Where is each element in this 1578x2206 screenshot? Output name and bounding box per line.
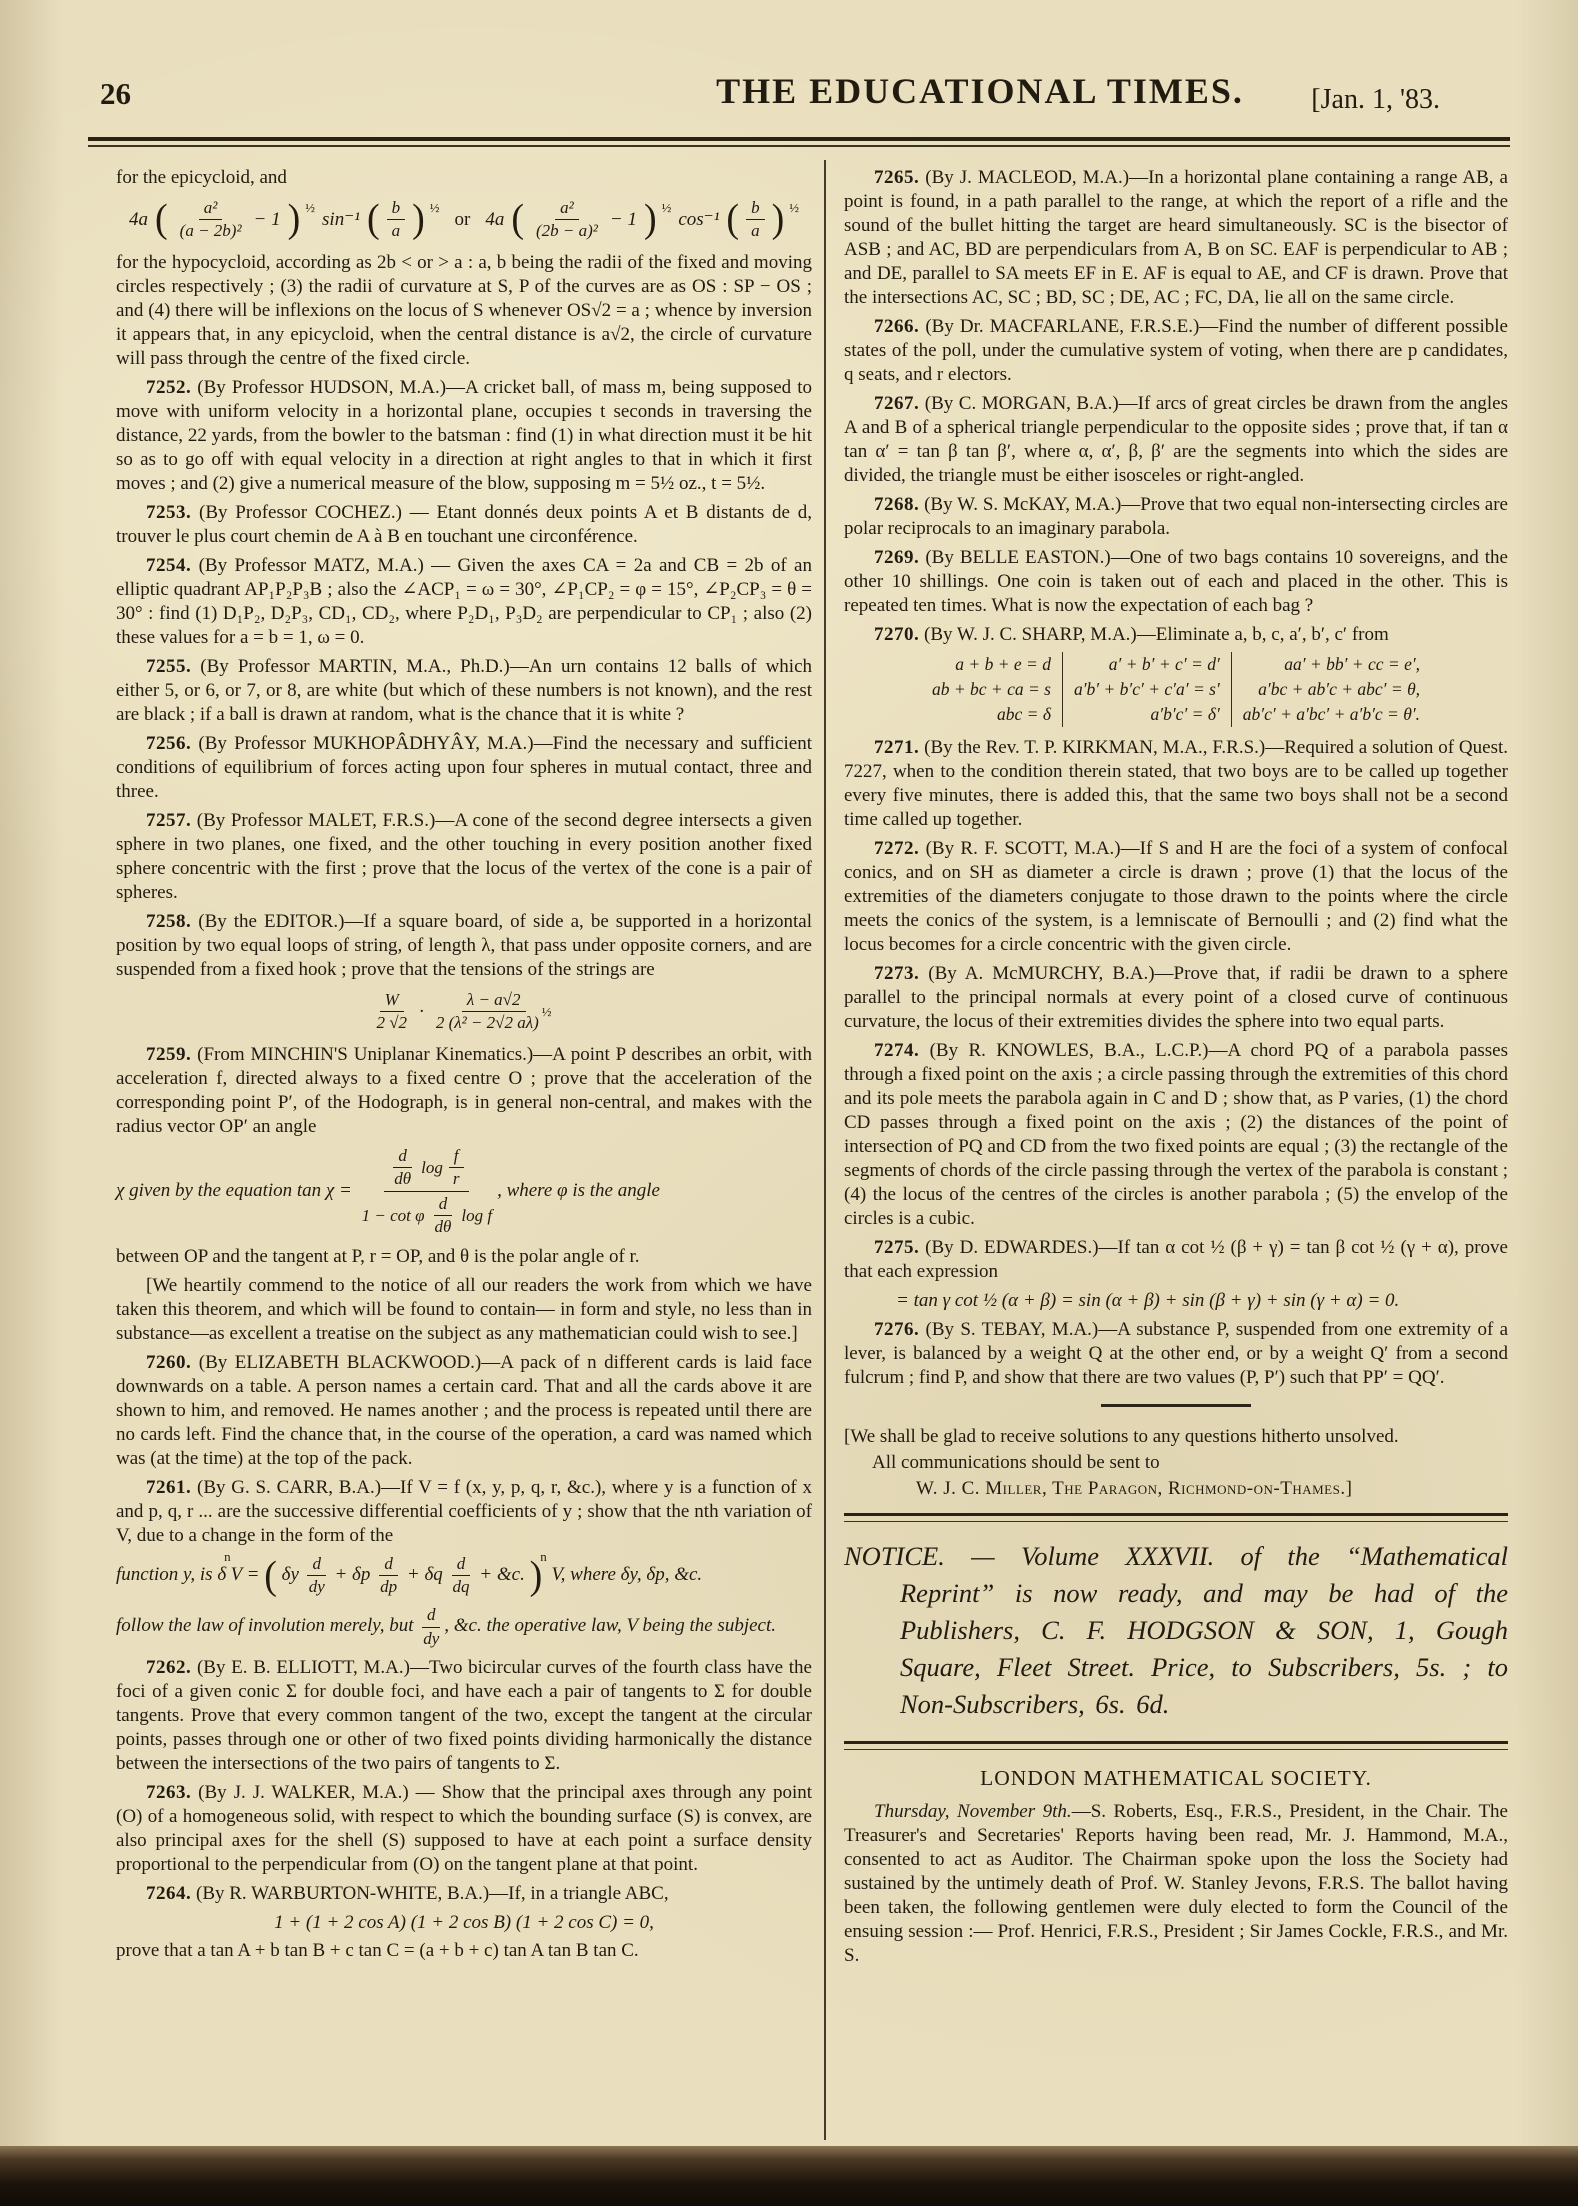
exponent: ½: [789, 199, 799, 215]
fraction: [431, 989, 557, 1034]
formula-epicycloid-arc: [116, 197, 812, 242]
equation: ab + bc + ca = s: [931, 679, 1051, 699]
equation: a + b + e = d: [955, 654, 1051, 674]
big-paren: ): [771, 197, 785, 242]
fraction-denominator: (2b − a)²: [535, 221, 598, 241]
problem-number: 7268.: [874, 494, 920, 515]
math-token: log: [421, 1157, 443, 1177]
fraction: [448, 1553, 475, 1598]
fraction-denominator: [357, 1192, 497, 1239]
problem-7262: [116, 1656, 812, 1776]
problem-7267: [844, 392, 1508, 488]
footer-note-line-2: All communications should be sent to: [872, 1451, 1160, 1473]
fraction-denominator: dy: [308, 1577, 325, 1597]
fraction: [357, 1144, 497, 1239]
exponent: n: [540, 1548, 547, 1564]
problem-7266: [844, 315, 1508, 387]
problem-number: 7262.: [146, 1656, 192, 1678]
equation: ab′c′ + a′bc′ + a′b′c = θ′.: [1242, 704, 1421, 724]
fraction-numerator: a²: [555, 197, 579, 220]
problem-text: (By BELLE EASTON.)—One of two bags contains 10 sovereigns, and the other 10 shillings. One coin is taken out of each and placed in the other. This is repeated ten times. What is now the expectation of each bag ?: [844, 547, 1508, 616]
fraction-numerator: d: [379, 1553, 398, 1576]
fraction-denominator: (a − 2b)²: [179, 221, 242, 241]
problem-number: 7264.: [146, 1882, 192, 1904]
fraction-denominator: dq: [452, 1577, 470, 1597]
problem-7254: [116, 554, 812, 650]
fraction-denominator: r: [452, 1169, 460, 1189]
problem-number: 7273.: [874, 963, 920, 984]
equation-column-3: [1231, 652, 1431, 727]
fraction: [448, 1145, 465, 1190]
fraction-numerator: d: [422, 1604, 441, 1627]
problem-number: 7254.: [146, 555, 192, 577]
fraction: [418, 1604, 444, 1649]
math-token: + δp: [334, 1564, 371, 1586]
problem-number: 7258.: [146, 911, 192, 933]
equation: aa′ + bb′ + cc = e′,: [1284, 654, 1421, 674]
problem-text: (By Professor COCHEZ.) — Etant donnés deux points A et B distants de d, trouver le plus court chemin de A à B en touchant une circonférence.: [116, 502, 812, 548]
fraction-numerator: d: [393, 1145, 412, 1168]
problem-text: (By J. MACLEOD, M.A.)—In a horizontal plane containing a range AB, a point is found, in a path parallel to the range, at which the report of a rifle and the sound of the bullet hitting the target are heard simultaneously. SC is the bisector of ASB ; and AC, BD are perpendiculars from A, B on SC. EAF is perpendicular to AB ; and DE, parallel to SA meets EF in E. AF is equal to AE, and CF is drawn. Prove that the intersections AC, SC ; BD, SC ; DE, AC ; FC, DA, lie all on the same circle.: [844, 167, 1508, 308]
math-token: sin⁻¹: [322, 208, 360, 230]
problem-number: 7253.: [146, 502, 192, 524]
math-token: 1 − cot φ: [361, 1205, 425, 1225]
header-rule-thin: [88, 145, 1510, 147]
problem-text: (By R. KNOWLES, B.A., L.C.P.)—A chord PQ of a parabola passes through a fixed point on the axis ; a circle passing through the extremities of this chord and its pole meets the parabola again in C and D ; show that, as P varies, (1) the chord CD passes through a fixed point on the axis ; (2) the distances of the point of intersection of PQ and CD from the two fixed points are equal ; (3) the rectangle of the segments of chords of the circle passing through the vertex of the parabola is constant ; (4) the locus of the centres of the circles is another parabola ; (5) the envelop of the circles is a cubic.: [844, 1040, 1508, 1229]
problem-7275: [844, 1236, 1508, 1284]
problem-number: 7276.: [874, 1319, 920, 1340]
exponent: ½: [541, 1003, 552, 1019]
big-paren: (: [511, 197, 524, 242]
double-rule: [844, 1513, 1508, 1522]
problem-7264-tail: prove that a tan A + b tan B + c tan C = (a + b + c) tan A tan B tan C.: [116, 1939, 639, 1961]
math-token: log f: [461, 1205, 493, 1225]
fraction: [389, 1145, 416, 1190]
exponent: ½: [305, 199, 316, 215]
fraction-denominator: a: [751, 221, 760, 241]
math-token: χ given by the equation tan χ =: [116, 1180, 352, 1202]
fraction-denominator: dy: [423, 1628, 440, 1648]
fraction-numerator: W: [380, 989, 404, 1012]
problem-7259: [116, 1043, 812, 1139]
formula-hodograph-angle: [116, 1144, 812, 1239]
dateline: [Jan. 1, '83.: [1311, 84, 1440, 115]
math-token: function y, is δ: [116, 1564, 227, 1586]
problem-text: (By the EDITOR.)—If a square board, of side a, be supported in a horizontal position by two equal loops of string, of length λ, that pass under opposite corners, and are suspended from a fixed hook ; prove that the tensions of the strings are: [116, 911, 812, 981]
problem-7272: [844, 837, 1508, 957]
math-token: where δy, δp, &c.: [570, 1564, 703, 1586]
math-token: 4a: [485, 208, 505, 230]
problem-7255: [116, 655, 812, 727]
equation: a′b′ + b′c′ + c′a′ = s′: [1073, 679, 1220, 699]
fraction-numerator: λ − a√2: [462, 989, 526, 1012]
fraction-numerator: d: [434, 1193, 453, 1216]
problem-number: 7257.: [146, 810, 192, 832]
math-token: , where φ is the angle: [497, 1180, 660, 1202]
big-paren: (: [155, 197, 168, 242]
problem-7264: [116, 1882, 812, 1906]
society-paragraph: [844, 1800, 1508, 1968]
section-rule: [1101, 1404, 1251, 1407]
problem-7276: [844, 1318, 1508, 1390]
problem-text: (By E. B. ELLIOTT, M.A.)—Two bicircular curves of the fourth class have the foci of a given conic Σ for double foci, and have each a pair of tangents to Σ for double tangents. Prove that every common tangent of the two, except the tangent at the circular points, passes through one or other of two fixed points dividing harmonically the distance between the intersections of the two pairs of tangents to Σ.: [116, 1656, 812, 1774]
fraction-numerator: [384, 1144, 469, 1192]
exponent: ½: [429, 199, 440, 215]
problem-text: (By G. S. CARR, B.A.)—If V = f (x, y, p, q, r, &c.), where y is a function of x and p, q, r ... are the successive differential coefficients of y ; show that the nth variation of V, due to a change in the form of the: [116, 1477, 812, 1547]
problem-number: 7265.: [874, 167, 920, 188]
problem-7274: [844, 1039, 1508, 1231]
problem-text: (By Professor MATZ, M.A.) — Given the axes CA = 2a and CB = 2b of an elliptic quadrant AP₁P₂P₃B ; also the ∠ACP₁ = ω = 30°, ∠P₁CP₂ = φ = 15°, ∠P₂CP₃ = θ = 30° : find (1) D₁P₂, D₂P₃, CD₁, CD₂, where P₂D₁, P₃D₂ are perpendicular to CP₁ ; also (2) these values for a = b = 1, ω = 0.: [116, 555, 812, 649]
book-bottom-edge: [0, 2146, 1578, 2206]
big-paren: ): [643, 197, 657, 242]
problem-text: (By W. S. McKAY, M.A.)—Prove that two equal non-intersecting circles are polar reciprocals to an imaginary parabola.: [844, 494, 1508, 539]
problem-number: 7260.: [146, 1352, 192, 1374]
problem-text: (By J. J. WALKER, M.A.) — Show that the principal axes through any point (O) of a homogeneous solid, with respect to which the bounding surface (S) is convex, are also principal axes for the shell (S) supposed to have at each point a surface density proportional to the perpendicular from (O) on the tangent plane at that point.: [116, 1781, 812, 1875]
math-token: − 1: [253, 208, 281, 230]
problem-7258: [116, 910, 812, 982]
problem-number: 7259.: [146, 1044, 192, 1066]
right-column: [844, 166, 1508, 1968]
page-number: 26: [100, 76, 131, 111]
fraction-denominator: dθ: [434, 1217, 452, 1237]
problem-number: 7266.: [874, 316, 920, 337]
intro-paragraph: for the hypocycloid, according as 2b < or > a : a, b being the radii of the fixed and moving circles respectively ; (3) the radii of curvature at S, P of the curves are as OS : SP − OS ; and (4) there will be inflexions on the locus of S whenever OS√2 = a ; whence by inversion it appears that, in any epicycloid, when the central distance is a√2, the circle of curvature will pass through the centre of the fixed circle.: [116, 252, 812, 370]
fraction: [387, 197, 406, 242]
fraction: [531, 197, 603, 242]
big-paren: ): [412, 197, 425, 242]
problem-number: 7270.: [874, 624, 920, 645]
math-token: 2 (λ² − 2√2 aλ): [435, 1013, 539, 1033]
fraction-numerator: f: [449, 1145, 464, 1168]
formula-nth-variation: [116, 1548, 812, 1598]
fraction-numerator: a²: [199, 197, 223, 220]
fraction-numerator: b: [387, 197, 406, 220]
fraction: [375, 1553, 402, 1598]
problem-number: 7252.: [146, 377, 192, 399]
big-paren: ): [287, 197, 301, 242]
footer-note-line-1: [We shall be glad to receive solutions to any questions hitherto unsolved.: [844, 1425, 1399, 1447]
fraction: [746, 197, 765, 242]
fraction-numerator: d: [452, 1553, 471, 1576]
math-token: 4a: [129, 208, 148, 230]
fraction: [304, 1553, 330, 1598]
big-paren: (: [366, 197, 380, 242]
math-token: ·: [419, 1000, 424, 1022]
editorial-note: [We heartily commend to the notice of all our readers the work from which we have taken this theorem, and which will be found to contain— in form and style, no less than in substance—as excellent a treatise on the subject as any mathematician could wish to see.]: [116, 1275, 812, 1345]
problem-text: (By D. EDWARDES.)—If tan α cot ½ (β + γ) = tan β cot ½ (γ + α), prove that each expression: [844, 1237, 1508, 1282]
society-heading: LONDON MATHEMATICAL SOCIETY.: [980, 1765, 1372, 1790]
problem-7253: [116, 501, 812, 549]
problem-text: (By Professor MALET, F.R.S.)—A cone of the second degree intersects a given sphere in two planes, one fixed, and the other touching in every position another fixed sphere concentric with the first ; prove that the locus of the vertex of the cone is a pair of spheres.: [116, 810, 812, 904]
math-token: δy: [281, 1564, 299, 1586]
problem-number: 7271.: [874, 737, 920, 758]
elimination-equation-table: [844, 652, 1508, 727]
problem-text: (By Professor HUDSON, M.A.)—A cricket ball, of mass m, being supposed to move with uniform velocity in a horizontal plane, occupies t seconds in traversing the distance, 22 yards, from the bowler to the batsman : find (1) in what direction must it be hit so as to go off with equal velocity in a direction at right angles to that in which it first moves ; and (2) give a numerical measure of the blow, supposing m = 5½ oz., t = 5½.: [116, 377, 812, 495]
problem-text: (By the Rev. T. P. KIRKMAN, M.A., F.R.S.)—Required a solution of Quest. 7227, when to the condition therein stated, that two boys are to be called up together every five minutes, there is added this, that the same two boys shall not be a second time called up together.: [844, 737, 1508, 830]
header-rule-thick: [88, 137, 1510, 141]
fraction-denominator: [431, 1003, 557, 1034]
formula-string-tensions: [116, 989, 812, 1034]
fraction: [175, 197, 247, 242]
problem-7270: [844, 623, 1508, 647]
equation: a′bc + ab′c + abc′ = θ,: [1258, 679, 1421, 699]
problem-7263: [116, 1781, 812, 1877]
problem-number: 7263.: [146, 1781, 192, 1803]
problem-text: (By ELIZABETH BLACKWOOD.)—A pack of n different cards is laid face downwards on a table. A person names a certain card. That and all the cards above it are shown to him, and removed. He names another ; and the process is repeated until there are no cards left. Find the chance that, in the course of the operation, a card was named which was (at the time) at the top of the pack.: [116, 1352, 812, 1470]
problem-text: (By A. McMURCHY, B.A.)—Prove that, if radii be drawn to a sphere parallel to the principal normals at every point of a closed curve of continuous curvature, the locus of their extremities divides the sphere into two equal parts.: [844, 963, 1508, 1032]
problem-number: 7275.: [874, 1237, 920, 1258]
problem-text: (By C. MORGAN, B.A.)—If arcs of great circles be drawn from the angles A and B of a spherical triangle perpendicular to the opposite sides ; prove that, if tan α tan α′ = tan β tan β′, where α, α′, β, β′ are the segments into which the sides are divided, the triangle must be either isosceles or right-angled.: [844, 393, 1508, 486]
big-paren: (: [726, 197, 740, 242]
fraction-numerator: d: [307, 1553, 326, 1576]
exponent: ½: [661, 199, 672, 215]
problem-7260: [116, 1351, 812, 1471]
notice-paragraph: NOTICE. — Volume XXXVII. of the “Mathematical Reprint” is now ready, and may be had of the Publishers, C. F. HODGSON & SON, 1, Gough Square, Fleet Street. Price, to Subscribers, 5s. ; to Non-Subscribers, 6s. 6d.: [844, 1540, 1508, 1719]
problem-text: (By W. J. C. SHARP, M.A.)—Eliminate a, b, c, a′, b′, c′ from: [919, 624, 1389, 645]
society-date: Thursday, November 9th.: [874, 1800, 1072, 1822]
problem-number: 7272.: [874, 838, 920, 859]
problem-number: 7269.: [874, 547, 920, 568]
fraction: [430, 1193, 457, 1238]
math-token: + δq: [406, 1564, 443, 1586]
problem-text: (By Professor MARTIN, M.A., Ph.D.)—An urn contains 12 balls of which either 5, or 6, or 7, or 8, are white (but which of these numbers is not known), and the rest are black ; if a ball is drawn at random, what is the chance that it is white ?: [116, 656, 812, 726]
intro-continuation-line: for the epicycloid, and: [116, 167, 287, 188]
equation: a′ + b′ + c′ = d′: [1108, 654, 1220, 674]
math-token: cos⁻¹: [678, 208, 720, 230]
footer-note-line-3: W. J. C. Miller, The Paragon, Richmond-on-Thames.]: [916, 1477, 1353, 1499]
problem-7252: [116, 376, 812, 496]
problem-7268: [844, 493, 1508, 541]
problem-7273: [844, 962, 1508, 1034]
problem-number: 7256.: [146, 733, 192, 755]
big-paren: ): [529, 1553, 543, 1598]
formula-triangle-cos: 1 + (1 + 2 cos A) (1 + 2 cos B) (1 + 2 cos C) = 0,: [274, 1911, 654, 1933]
problem-text: (From MINCHIN'S Uniplanar Kinematics.)—A point P describes an orbit, with acceleration f, directed always to a fixed centre O ; prove that the acceleration of the corresponding point P′, of the Hodograph, is in general non-central, and makes with the radius vector OP′ an angle: [116, 1044, 812, 1138]
fraction-denominator: dθ: [394, 1169, 412, 1189]
fraction: [371, 989, 412, 1034]
formula-tan-cot-identity: = tan γ cot ½ (α + β) = sin (α + β) + sin (β + γ) + sin (γ + α) = 0.: [896, 1290, 1400, 1311]
problem-7256: [116, 732, 812, 804]
problem-number: 7267.: [874, 393, 920, 414]
fraction-numerator: b: [746, 197, 765, 220]
problem-7269: [844, 546, 1508, 618]
math-token: follow the law of involution merely, but: [116, 1615, 414, 1637]
math-token: V,: [551, 1564, 566, 1586]
masthead-title: THE EDUCATIONAL TIMES.: [716, 71, 1244, 111]
problem-7261: [116, 1476, 812, 1548]
exponent: n: [224, 1548, 231, 1564]
fraction-denominator: a: [391, 221, 401, 241]
fraction-denominator: 2 √2: [376, 1013, 408, 1033]
column-divider: [824, 160, 826, 2140]
problem-text: (By R. F. SCOTT, M.A.)—If S and H are the foci of a system of confocal conics, and on SH as diameter a circle is drawn ; prove (1) that the locus of the extremities of the diameters conjugate to those drawn to the points where the circle meets the conics of the system, is a lemniscate of Bernoulli ; and (2) find what the locus becomes for a circle concentric with the given circle.: [844, 838, 1508, 955]
problem-text: (By Dr. MACFARLANE, F.R.S.E.)—Find the number of different possible states of the poll, under the cumulative system of voting, when there are p candidates, q seats, and r electors.: [844, 316, 1508, 385]
big-paren: (: [264, 1553, 277, 1598]
fraction-denominator: dp: [380, 1577, 398, 1597]
problem-text: (By S. TEBAY, M.A.)—A substance P, suspended from one extremity of a lever, is balanced by a weight Q at the other end, or by a weight Q′ from a second fulcrum ; find P, and show that there are two values (P, P′) such that PP′ = QQ′.: [844, 1319, 1508, 1388]
problem-text: (By R. WARBURTON-WHITE, B.A.)—If, in a triangle ABC,: [191, 1882, 669, 1904]
problem-7261-tail: [116, 1604, 812, 1649]
equation: a′b′c′ = δ′: [1150, 704, 1220, 724]
problem-number: 7274.: [874, 1040, 920, 1061]
math-token: − 1: [609, 208, 637, 230]
equation-column-2: [1062, 652, 1231, 727]
left-column: [116, 166, 812, 1968]
math-token: or: [454, 208, 471, 230]
math-token: V =: [230, 1564, 260, 1586]
math-token: + &c.: [479, 1564, 525, 1586]
double-rule: [844, 1741, 1508, 1750]
problem-number: 7255.: [146, 656, 192, 678]
problem-7265: [844, 166, 1508, 310]
equation-column-1: [921, 652, 1062, 727]
problem-text: (By Professor MUKHOPÂDHYÂY, M.A.)—Find the necessary and sufficient conditions of equilibrium of forces acting upon four spheres in mutual contact, three and three.: [116, 733, 812, 803]
problem-7259-tail: between OP and the tangent at P, r = OP, and θ is the polar angle of r.: [116, 1246, 640, 1268]
equation: abc = δ: [997, 704, 1051, 724]
problem-7257: [116, 809, 812, 905]
problem-7271: [844, 736, 1508, 832]
problem-number: 7261.: [146, 1477, 192, 1499]
society-text: —S. Roberts, Esq., F.R.S., President, in the Chair. The Treasurer's and Secretaries' Reports having been read, Mr. J. Hammond, M.A., consented to act as Auditor. The Chairman spoke upon the loss the Society had sustained by the untimely death of Prof. W. Stanley Jevons, F.R.S. The ballot having been taken, the following gentlemen were duly elected to form the Council of the ensuing session :— Prof. Henrici, F.R.S., President ; Sir James Cockle, F.R.S., and Mr. S.: [844, 1800, 1508, 1966]
math-token: , &c. the operative law, V being the subject.: [444, 1615, 776, 1637]
